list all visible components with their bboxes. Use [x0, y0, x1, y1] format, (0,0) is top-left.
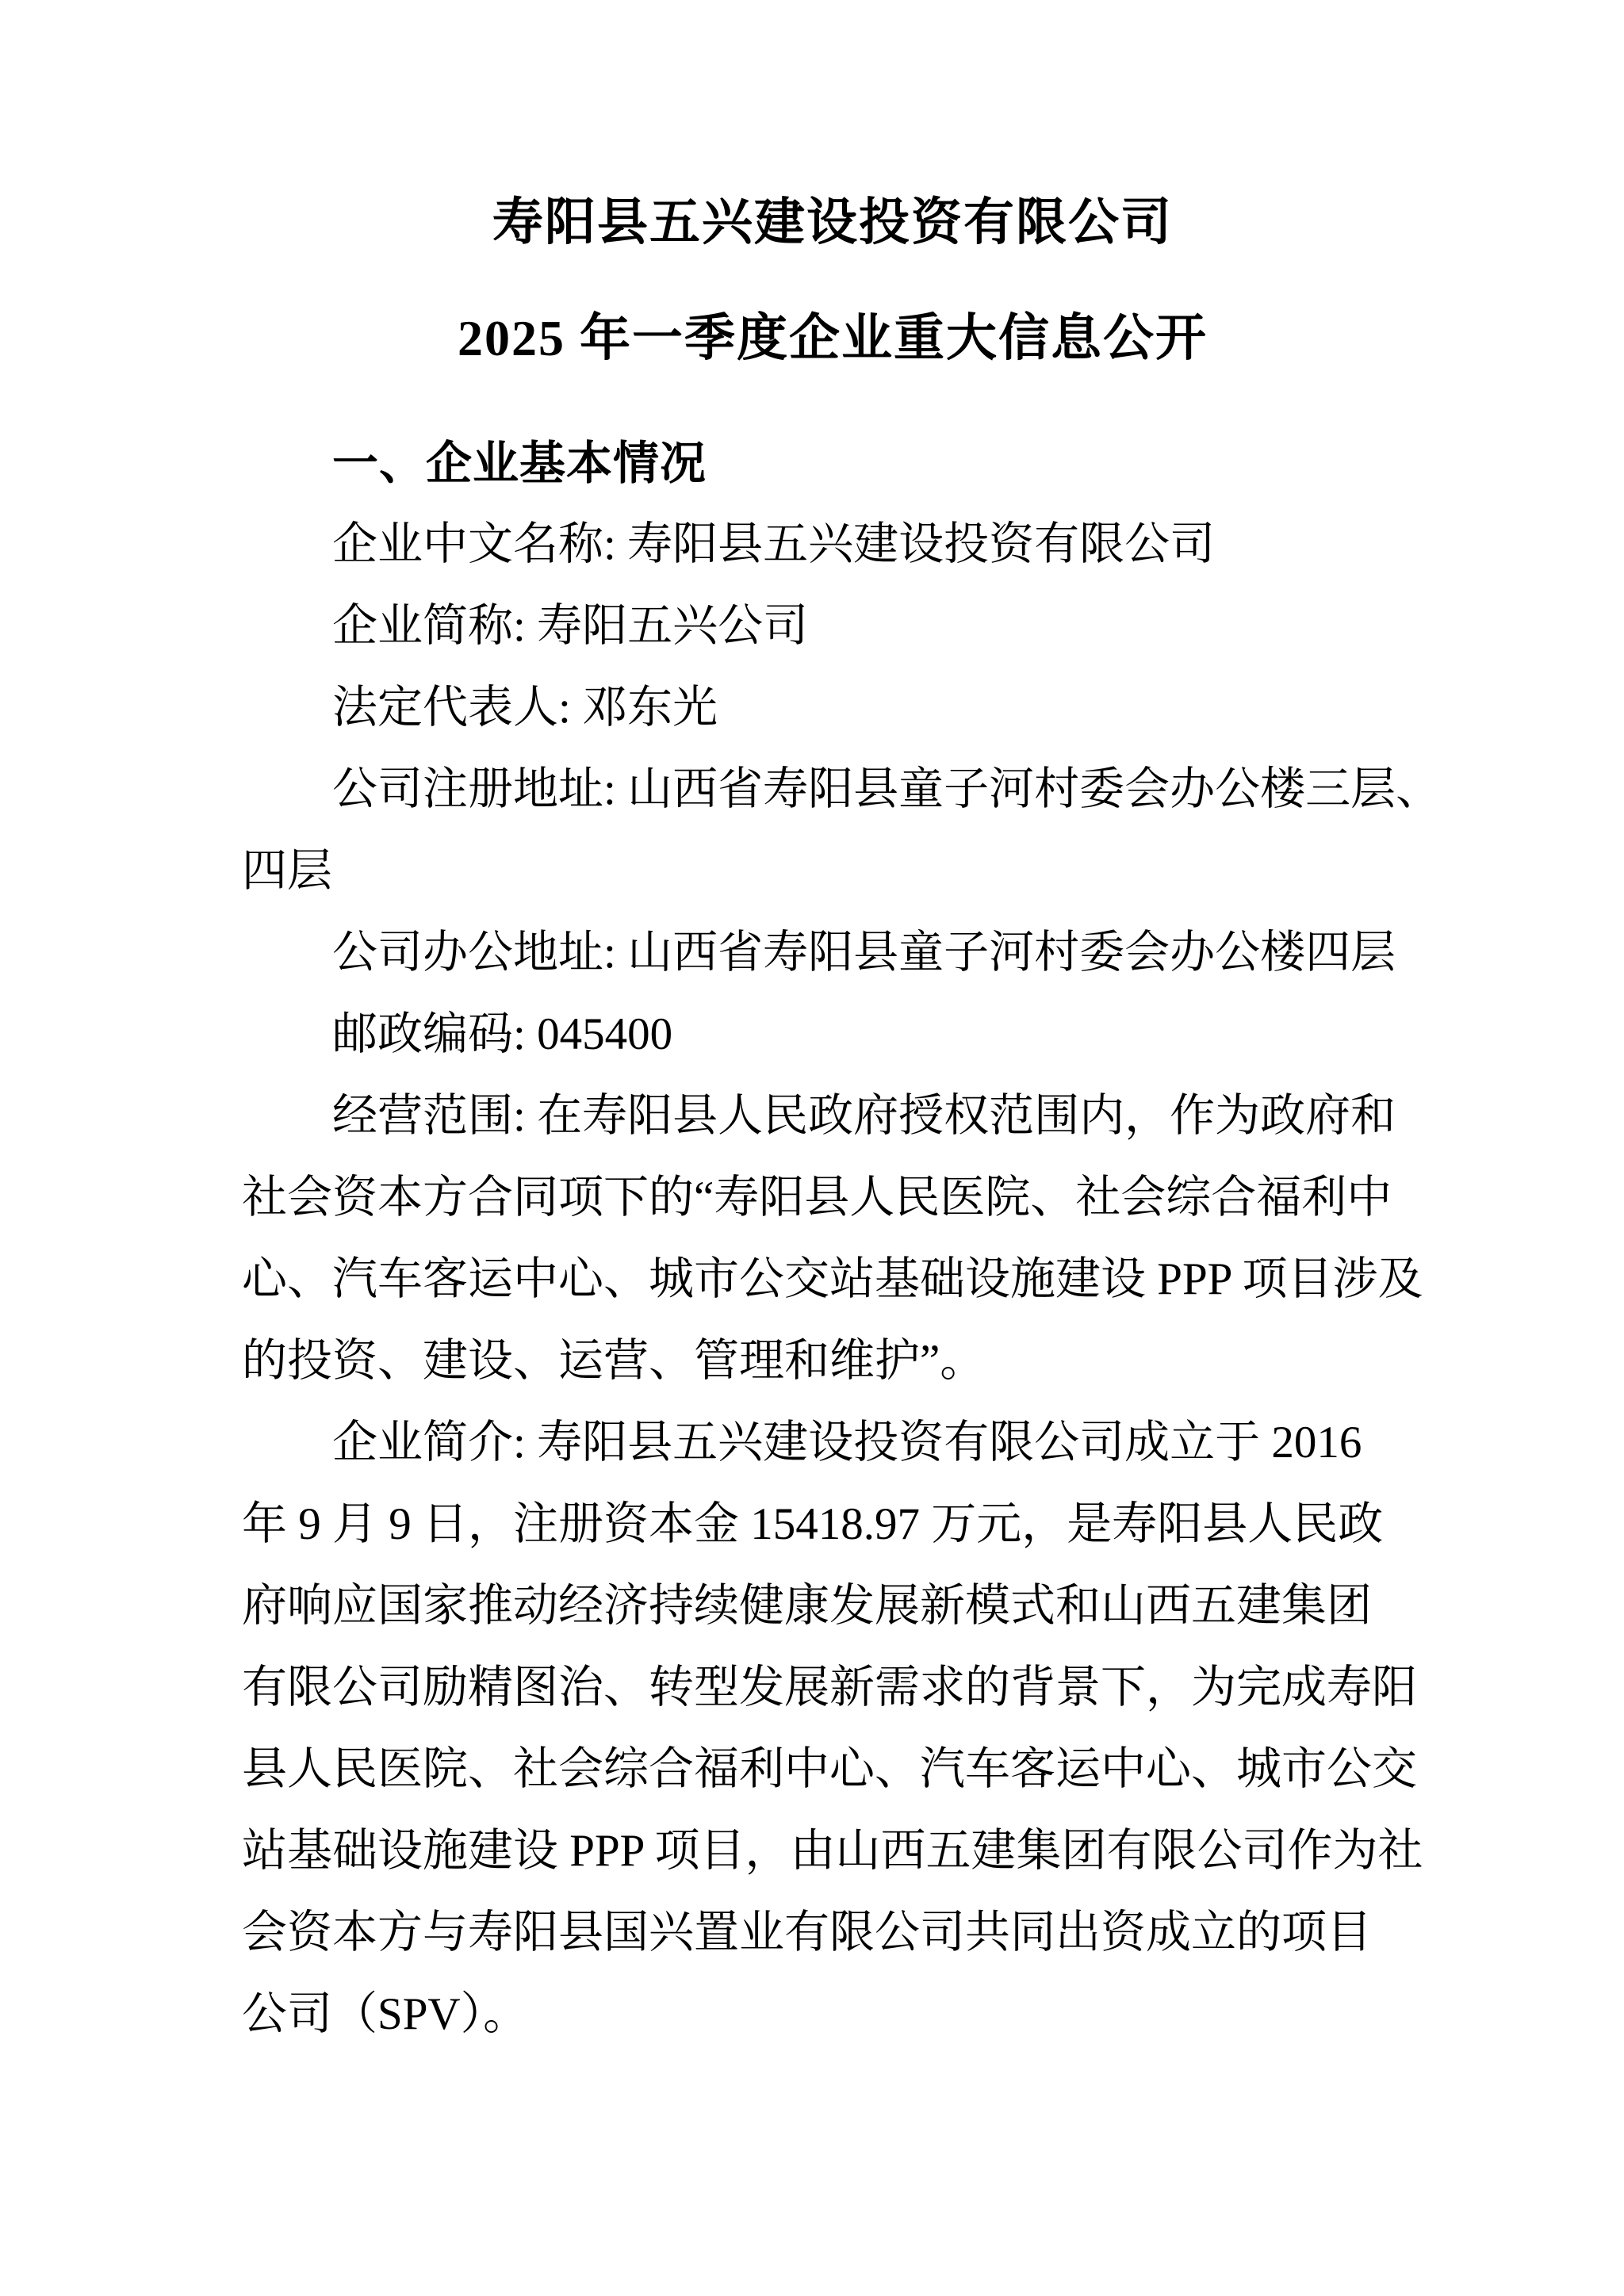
document-title-line2: 2025 年一季度企业重大信息公开	[458, 310, 1208, 366]
body-line: 有限公司励精图治、转型发展新需求的背景下，为完成寿阳	[242, 1663, 1417, 1712]
body-line: 的投资、建设、运营、管理和维护”。	[242, 1336, 986, 1386]
document-body	[242, 503, 1442, 2055]
body-line: 年 9 月 9 日，注册资本金 15418.97 万元，是寿阳县人民政	[242, 1499, 1384, 1549]
body-line: 府响应国家推动经济持续健康发展新模式和山西五建集团	[242, 1581, 1372, 1631]
body-line: 站基础设施建设 PPP 项目，由山西五建集团有限公司作为社	[242, 1826, 1423, 1876]
section-heading: 一、企业基本情况	[332, 438, 707, 489]
body-line: 公司注册地址: 山西省寿阳县童子河村委会办公楼三层、	[332, 764, 1442, 814]
body-line: 四层	[242, 846, 332, 896]
body-line: 社会资本方合同项下的“寿阳县人民医院、社会综合福利中	[242, 1173, 1392, 1223]
document-title-line1: 寿阳县五兴建设投资有限公司	[492, 194, 1173, 251]
body-line: 会资本方与寿阳县国兴置业有限公司共同出资成立的项目	[242, 1908, 1372, 1957]
body-line: 企业简介: 寿阳县五兴建设投资有限公司成立于 2016	[332, 1418, 1362, 1468]
body-line: 企业中文名称: 寿阳县五兴建设投资有限公司	[332, 519, 1216, 569]
body-line: 公司（SPV）。	[242, 1989, 529, 2039]
body-line: 心、汽车客运中心、城市公交站基础设施建设 PPP 项目涉及	[242, 1254, 1423, 1304]
body-line: 邮政编码: 045400	[332, 1009, 673, 1059]
body-line: 经营范围: 在寿阳县人民政府授权范围内，作为政府和	[332, 1091, 1396, 1141]
body-line: 县人民医院、社会综合福利中心、汽车客运中心、城市公交	[242, 1744, 1417, 1794]
body-line: 企业简称: 寿阳五兴公司	[332, 601, 809, 651]
body-line: 公司办公地址: 山西省寿阳县童子河村委会办公楼四层	[332, 928, 1396, 978]
body-line: 法定代表人: 邓东光	[332, 683, 718, 733]
